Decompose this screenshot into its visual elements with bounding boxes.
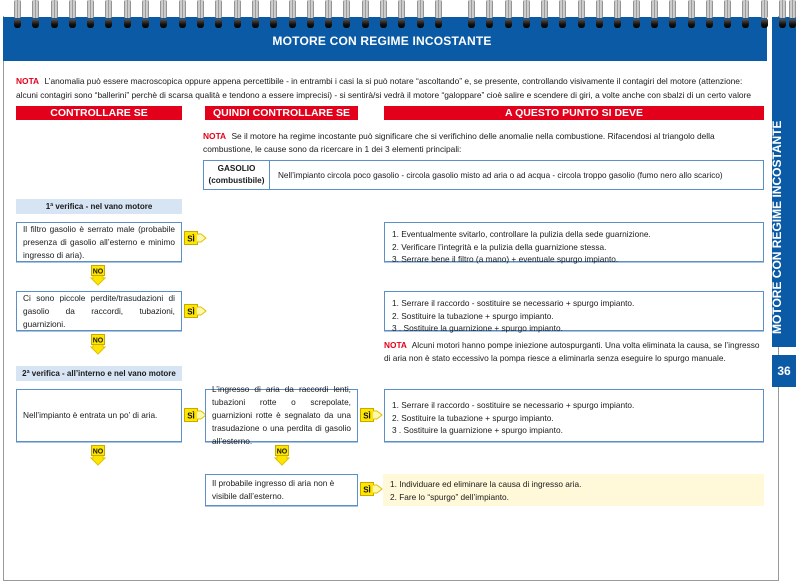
binding-ring	[289, 0, 296, 31]
ring-wire	[215, 0, 222, 18]
gasolio-key	[204, 161, 270, 189]
binding-ring	[380, 0, 387, 31]
side-tab-label	[772, 17, 796, 347]
spiral-binding	[0, 0, 800, 32]
column-header-controllare: CONTROLLARE SE	[16, 106, 182, 120]
page-title: MOTORE CON REGIME INCOSTANTE	[272, 34, 492, 48]
ring-wire	[669, 0, 676, 18]
yes-arrow-icon	[184, 304, 208, 318]
ring-hole	[380, 19, 387, 28]
binding-ring	[614, 0, 621, 31]
note-text: Alcuni motori hanno pompe iniezione autospurganti. Una volta eliminata la causa, se l’ingresso di aria non è stato eccessivo la pompa riesce a eliminarla senza eseguire lo spurgo manuale.	[384, 340, 760, 363]
ring-hole	[706, 19, 713, 28]
ring-wire	[417, 0, 424, 18]
ring-hole	[69, 19, 76, 28]
binding-ring	[633, 0, 640, 31]
gasolio-table	[203, 160, 764, 190]
no-arrow-icon	[274, 445, 290, 467]
ring-hole	[142, 19, 149, 28]
ring-hole	[669, 19, 676, 28]
followup-box: L’ingresso di aria da raccordi lenti, tubazioni rotte o screpolate, guarnizioni rotte è segnalato da una trasudazione o una perdita di gasolio all’esterno.	[205, 389, 358, 442]
gasolio-key-subtitle: (combustibile)	[208, 176, 265, 185]
ring-wire	[541, 0, 548, 18]
column-header-quindi: QUINDI CONTROLLARE SE	[205, 106, 358, 120]
ring-hole	[651, 19, 658, 28]
action-box	[384, 389, 764, 442]
ring-wire	[362, 0, 369, 18]
ring-hole	[343, 19, 350, 28]
ring-hole	[688, 19, 695, 28]
ring-wire	[124, 0, 131, 18]
action-item: 2. Fare lo “spurgo” dell’impianto.	[390, 491, 509, 502]
note-text: L’anomalia può essere macroscopica oppure appena percettibile - in entrambi i casi la si può notare “ascoltando” e, se presente, controllando visivamente il contagiri del motore (attenzione: alcuni contagiri sono “ballerini” perchè di scarsa qualità e tendono a essere imprecisi) - si sentirà/si vedrà il motore “galoppare” cioè salire e scendere di giri, a volte anche con sbalzi di un certo valore	[16, 76, 752, 100]
ring-hole	[789, 19, 796, 28]
gasolio-key-title: GASOLIO	[217, 164, 256, 173]
binding-ring	[234, 0, 241, 31]
svg-text:SÌ: SÌ	[363, 411, 371, 421]
action-item: 1. Serrare il raccordo - sostituire se necessario + spurgo impianto.	[392, 400, 635, 410]
yes-arrow-icon	[360, 408, 384, 422]
binding-ring	[124, 0, 131, 31]
binding-ring	[523, 0, 530, 31]
binding-ring	[724, 0, 731, 31]
action-item: 1. Eventualmente svitarlo, controllare la pulizia della sede guarnizione.	[392, 229, 651, 239]
svg-text:NO: NO	[92, 268, 104, 276]
ring-hole	[468, 19, 475, 28]
binding-ring	[779, 0, 786, 31]
ring-hole	[270, 19, 277, 28]
combustion-note	[203, 130, 763, 156]
ring-wire	[523, 0, 530, 18]
ring-hole	[779, 19, 786, 28]
no-arrow-icon	[90, 445, 106, 467]
ring-hole	[541, 19, 548, 28]
ring-wire	[398, 0, 405, 18]
binding-ring	[541, 0, 548, 31]
ring-wire	[724, 0, 731, 18]
page-number: 36	[772, 355, 796, 387]
ring-hole	[160, 19, 167, 28]
binding-ring	[505, 0, 512, 31]
ring-wire	[614, 0, 621, 18]
section-band-2: 2ª verifica - all’interno e nel vano motore	[16, 366, 182, 381]
binding-ring	[51, 0, 58, 31]
ring-hole	[362, 19, 369, 28]
ring-wire	[761, 0, 768, 18]
ring-wire	[179, 0, 186, 18]
binding-ring	[435, 0, 442, 31]
ring-hole	[614, 19, 621, 28]
ring-wire	[435, 0, 442, 18]
ring-hole	[398, 19, 405, 28]
binding-ring	[688, 0, 695, 31]
ring-hole	[505, 19, 512, 28]
note-label: NOTA	[203, 131, 227, 141]
note-label: NOTA	[384, 340, 407, 350]
ring-hole	[633, 19, 640, 28]
svg-text:SÌ: SÌ	[363, 485, 371, 495]
check-box: Il filtro gasolio è serrato male (probabile presenza di gasolio all’esterno e minimo ingresso di aria).	[16, 222, 182, 262]
ring-hole	[197, 19, 204, 28]
ring-hole	[578, 19, 585, 28]
ring-wire	[633, 0, 640, 18]
intro-note	[16, 74, 764, 102]
binding-ring	[761, 0, 768, 31]
binding-ring	[343, 0, 350, 31]
binding-ring	[69, 0, 76, 31]
ring-hole	[87, 19, 94, 28]
action-item: 2. Sostituire la tubazione + spurgo impianto.	[392, 310, 554, 321]
svg-text:NO: NO	[276, 448, 288, 456]
binding-ring	[559, 0, 566, 31]
ring-wire	[596, 0, 603, 18]
ring-hole	[742, 19, 749, 28]
ring-wire	[105, 0, 112, 18]
binding-ring	[398, 0, 405, 31]
action-item: 2. Verificare l’integrità e la pulizia della guarnizione stessa.	[392, 241, 607, 252]
ring-hole	[105, 19, 112, 28]
binding-ring	[669, 0, 676, 31]
binding-ring	[486, 0, 493, 31]
binding-ring	[578, 0, 585, 31]
ring-wire	[69, 0, 76, 18]
side-tab-text: MOTORE CON REGIME INCOSTANTE	[770, 120, 784, 334]
ring-wire	[252, 0, 259, 18]
ring-wire	[160, 0, 167, 18]
action-item: 2. Sostituire la tubazione + spurgo impianto.	[392, 412, 554, 423]
action-item: 3. Serrare bene il filtro (a mano) + eventuale spurgo impianto.	[392, 254, 619, 264]
ring-hole	[289, 19, 296, 28]
check-box: Nell’impianto è entrata un po’ di aria.	[16, 389, 182, 442]
binding-ring	[105, 0, 112, 31]
ring-wire	[486, 0, 493, 18]
binding-ring	[179, 0, 186, 31]
ring-wire	[14, 0, 21, 18]
ring-wire	[505, 0, 512, 18]
svg-text:NO: NO	[92, 337, 104, 345]
ring-hole	[417, 19, 424, 28]
svg-text:SÌ: SÌ	[187, 307, 195, 317]
binding-ring	[468, 0, 475, 31]
ring-wire	[742, 0, 749, 18]
ring-wire	[688, 0, 695, 18]
ring-hole	[761, 19, 768, 28]
ring-hole	[252, 19, 259, 28]
ring-hole	[724, 19, 731, 28]
binding-ring	[270, 0, 277, 31]
ring-hole	[325, 19, 332, 28]
binding-ring	[706, 0, 713, 31]
binding-ring	[789, 0, 796, 31]
ring-hole	[215, 19, 222, 28]
binding-ring	[87, 0, 94, 31]
ring-hole	[124, 19, 131, 28]
ring-wire	[343, 0, 350, 18]
binding-ring	[197, 0, 204, 31]
ring-hole	[179, 19, 186, 28]
ring-wire	[651, 0, 658, 18]
ring-wire	[380, 0, 387, 18]
ring-wire	[197, 0, 204, 18]
ring-wire	[325, 0, 332, 18]
section-band-1: 1ª verifica - nel vano motore	[16, 199, 182, 214]
ring-wire	[307, 0, 314, 18]
ring-hole	[559, 19, 566, 28]
action-box	[384, 222, 764, 262]
action-item: 3 . Sostituire la guarnizione + spurgo impianto.	[392, 323, 563, 333]
action-box	[384, 291, 764, 331]
binding-ring	[215, 0, 222, 31]
gasolio-value: Nell’impianto circola poco gasolio - circola gasolio misto ad aria o ad acqua - circola troppo gasolio (fumo nero allo scarico)	[278, 170, 723, 180]
binding-ring	[651, 0, 658, 31]
ring-wire	[578, 0, 585, 18]
ring-wire	[559, 0, 566, 18]
ring-wire	[789, 0, 796, 18]
binding-ring	[417, 0, 424, 31]
ring-wire	[468, 0, 475, 18]
ring-hole	[523, 19, 530, 28]
binding-ring	[252, 0, 259, 31]
no-arrow-icon	[90, 334, 106, 356]
binding-ring	[32, 0, 39, 31]
svg-text:NO: NO	[92, 448, 104, 456]
ring-wire	[51, 0, 58, 18]
note-label: NOTA	[16, 76, 40, 86]
ring-hole	[51, 19, 58, 28]
ring-hole	[435, 19, 442, 28]
ring-wire	[706, 0, 713, 18]
ring-wire	[32, 0, 39, 18]
action-item: 1. Serrare il raccordo - sostituire se necessario + spurgo impianto.	[392, 298, 635, 308]
binding-ring	[325, 0, 332, 31]
ring-hole	[234, 19, 241, 28]
binding-ring	[742, 0, 749, 31]
no-arrow-icon	[90, 265, 106, 287]
action-item: 3 . Sostituire la guarnizione + spurgo impianto.	[392, 425, 563, 435]
binding-ring	[307, 0, 314, 31]
yes-arrow-icon	[184, 231, 208, 245]
svg-text:SÌ: SÌ	[187, 411, 195, 421]
check-box: Ci sono piccole perdite/trasudazioni di gasolio da raccordi, tubazioni, guarnizioni.	[16, 291, 182, 331]
action-item: 1. Individuare ed eliminare la causa di ingresso aria.	[390, 479, 582, 489]
binding-ring	[142, 0, 149, 31]
svg-text:SÌ: SÌ	[187, 234, 195, 244]
ring-wire	[270, 0, 277, 18]
action-box-highlighted	[383, 474, 764, 506]
ring-wire	[142, 0, 149, 18]
column-header-si-deve: A QUESTO PUNTO SI DEVE	[384, 106, 764, 120]
yes-arrow-icon	[360, 482, 384, 496]
followup-box: Il probabile ingresso di aria non è visibile dall’esterno.	[205, 474, 358, 506]
ring-wire	[87, 0, 94, 18]
ring-wire	[289, 0, 296, 18]
autospurge-note	[384, 339, 764, 365]
ring-hole	[307, 19, 314, 28]
ring-hole	[32, 19, 39, 28]
ring-wire	[234, 0, 241, 18]
ring-wire	[779, 0, 786, 18]
binding-ring	[362, 0, 369, 31]
binding-ring	[14, 0, 21, 31]
note-text: Se il motore ha regime incostante può significare che si verifichino delle anomalie nella combustione. Rifacendosi al triangolo della combustione, le cause sono da ricercare in 1 dei 3 elementi principali:	[203, 131, 715, 154]
binding-ring	[160, 0, 167, 31]
binding-ring	[596, 0, 603, 31]
ring-hole	[596, 19, 603, 28]
ring-hole	[14, 19, 21, 28]
ring-hole	[486, 19, 493, 28]
